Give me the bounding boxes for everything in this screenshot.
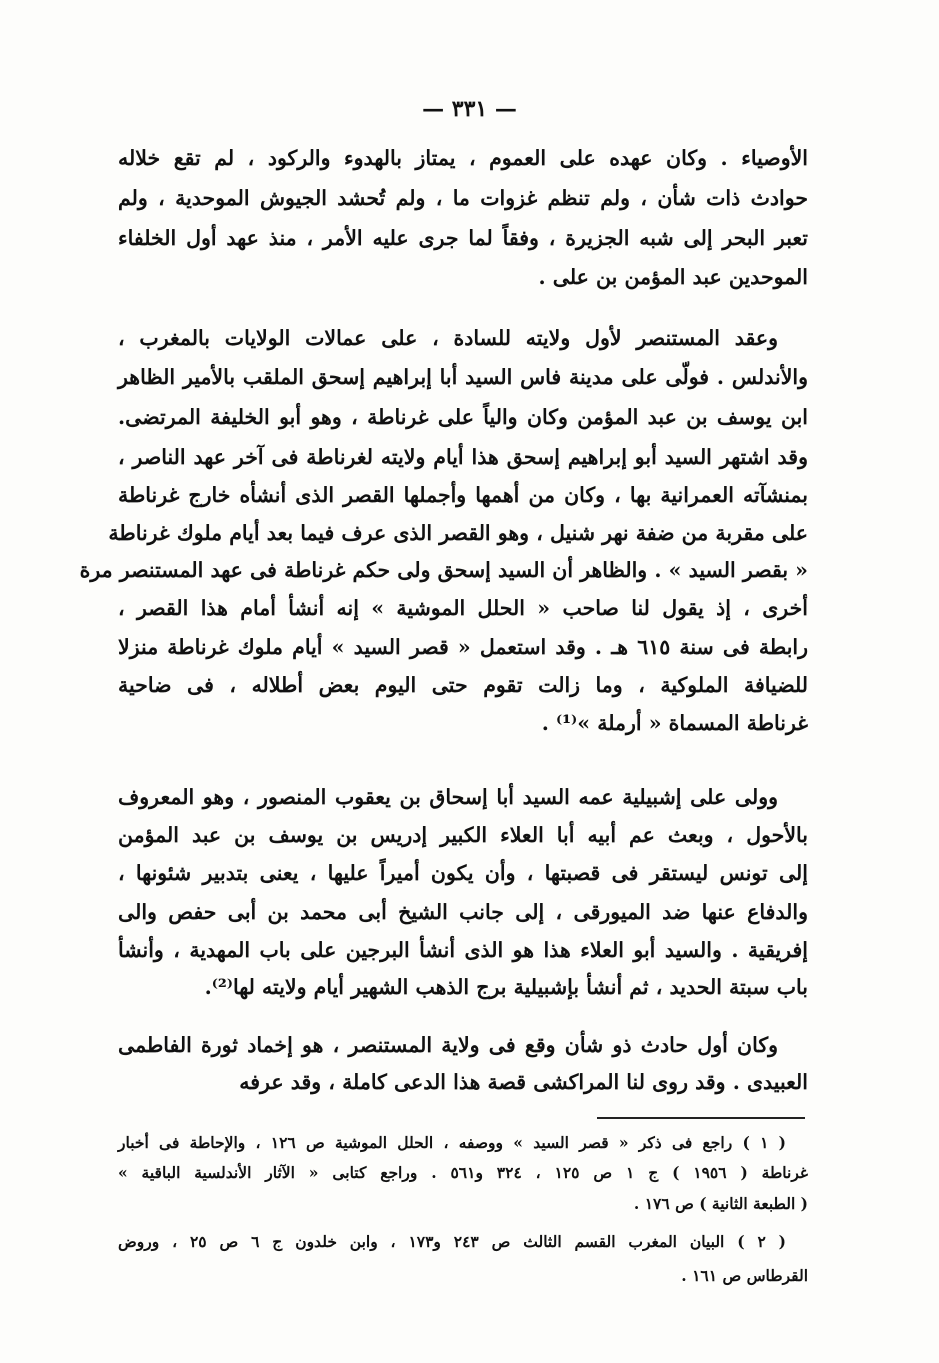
- text-line: إلى تونس ليستقر فى قصبتها ، وأن يكون أميراً عليها ، يعنى بتدبير شئونها ،: [118, 861, 808, 885]
- text-line: على مقربة من ضفة نهر شنيل ، وهو القصر الذى عرف فيما بعد أيام ملوك غرناطة: [108, 521, 808, 545]
- page-number: — ٣٣١ —: [422, 96, 517, 122]
- footnote-divider: [597, 1117, 805, 1119]
- text-line: العبيدى . وقد روى لنا المراكشى قصة هذا الدعى كاملة ، وقد عرفه: [239, 1070, 808, 1094]
- text-line: بالأحول ، وبعث عم أبيه أبا العلاء الكبير إدريس بن يوسف بن عبد المؤمن: [118, 823, 808, 847]
- text-line: وقد اشتهر السيد أبو إبراهيم إسحق هذا أيام ولايته لغرناطة فى آخر عهد الناصر ،: [118, 445, 808, 469]
- text-line: غرناطة المسماة « أرملة »⁽¹⁾ .: [541, 711, 808, 735]
- text-line: والدفاع عنها ضد الميورقى ، إلى جانب الشيخ أبى محمد بن أبى حفص والى: [118, 900, 808, 924]
- text-line: بمنشآته العمرانية بها ، وكان من أهمها وأجملها القصر الذى أنشأه خارج غرناطة: [118, 483, 808, 507]
- footnote-line: القرطاس ص ١٦١ .: [681, 1266, 808, 1285]
- text-line: « بقصر السيد » . والظاهر أن السيد إسحق ولى حكم غرناطة فى عهد المستنصر مرة: [79, 558, 808, 582]
- text-line: وولى على إشبيلية عمه السيد أبا إسحاق بن يعقوب المنصور ، وهو المعروف: [118, 785, 778, 809]
- text-line: للضيافة الملوكية ، وما زالت تقوم حتى اليوم بعض أطلاله ، فى ضاحية: [118, 673, 808, 697]
- text-line: أخرى ، إذ يقول لنا صاحب « الحلل الموشية » إنه أنشأ أمام هذا القصر ،: [118, 596, 808, 620]
- text-line: الأوصياء . وكان عهده على العموم ، يمتاز بالهدوء والركود ، لم تقع خلاله: [118, 146, 808, 170]
- text-line: باب سبتة الحديد ، ثم أنشأ بإشبيلية برج الذهب الشهير أيام ولايته لها⁽²⁾.: [204, 975, 808, 999]
- text-line: رابطة فى سنة ٦١٥ هـ . وقد استعمل « قصر السيد » أيام ملوك غرناطة منزلا: [118, 635, 809, 659]
- footnote-line: غرناطة ( ١٩٥٦ ) ج ١ ص ١٢٥ ، ٣٢٤ و٥٦١ . وراجع كتابى « الآثار الأندلسية الباقية »: [118, 1163, 809, 1182]
- footnote-line: ( ٢ ) البيان المغرب القسم الثالث ص ٢٤٣ و١٧٣ ، وابن خلدون ج ٦ ص ٢٥ ، وروض: [118, 1232, 786, 1251]
- text-line: إفريقية . والسيد أبو العلاء هذا هو الذى أنشأ البرجين على باب المهدية ، وأنشأ: [118, 938, 808, 962]
- text-line: تعبر البحر إلى شبه الجزيرة ، وفقاً لما جرى عليه الأمر ، منذ عهد أول الخلفاء: [118, 226, 808, 250]
- footnote-line: ( ١ ) راجع فى ذكر « قصر السيد » ووصفه ، الحلل الموشية ص ١٢٦ ، والإحاطة فى أخبار: [118, 1133, 786, 1152]
- text-line: حوادث ذات شأن ، ولم تنظم غزوات ما ، ولم تُحشد الجيوش الموحدية ، ولم: [118, 186, 808, 210]
- footnote-line: ( الطبعة الثانية ) ص ١٧٦ .: [633, 1194, 808, 1213]
- text-line: وكان أول حادث ذو شأن وقع فى ولاية المستنصر ، هو إخماد ثورة الفاطمى: [118, 1033, 778, 1057]
- text-line: ابن يوسف بن عبد المؤمن وكان والياً على غرناطة ، وهو أبو الخليفة المرتضى.: [118, 405, 808, 429]
- text-line: وعقد المستنصر لأول ولايته للسادة ، على عمالات الولايات بالمغرب ،: [118, 326, 778, 350]
- text-line: والأندلس . فولّى على مدينة فاس السيد أبا إبراهيم إسحق الملقب بالأمير الظاهر: [118, 365, 808, 389]
- text-line: الموحدين عبد المؤمن بن على .: [538, 265, 808, 289]
